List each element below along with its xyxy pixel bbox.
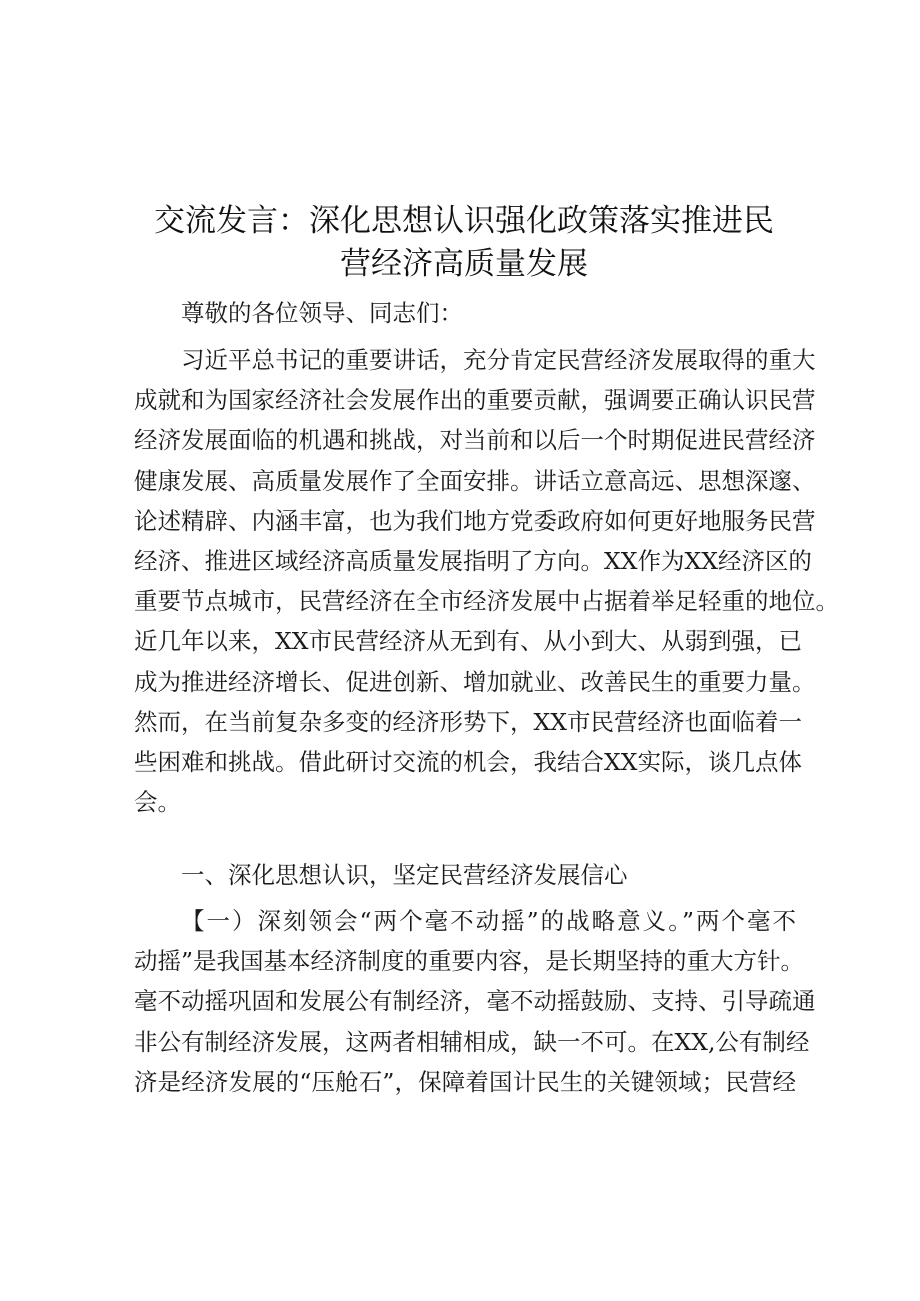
section-heading-text: 一、深化思想认识，坚定民营经济发展信心	[181, 861, 628, 889]
paragraph-line: 成就和为国家经济社会发展作出的重要贡献，强调要正确认识民营	[134, 386, 816, 415]
document-title	[134, 200, 794, 286]
paragraph-line: 重要节点城市，民营经济在全市经济发展中占据着举足轻重的地位。	[134, 587, 839, 616]
title-line-1: 交流发言：深化思想认识强化政策落实推进民	[154, 203, 774, 239]
title-line-2: 营经济高质量发展	[340, 246, 588, 282]
paragraph-line: 成为推进经济增长、促进创新、增加就业、改善民生的重要力量。	[134, 667, 816, 696]
paragraph-line: 经济、推进区域经济高质量发展指明了方向。XX作为XX经济区的	[134, 546, 812, 575]
paragraph-line: 习近平总书记的重要讲话，充分肯定民营经济发展取得的重大	[181, 346, 816, 374]
paragraph-line: 论述精辟、内涵丰富，也为我们地方党委政府如何更好地服务民营	[134, 506, 816, 535]
paragraph-line: 非公有制经济发展，这两者相辅相成，缺一不可。在XX,公有制经	[134, 1027, 810, 1056]
paragraph-line: 动摇”是我国基本经济制度的重要内容，是长期坚持的重大方针。	[134, 947, 805, 976]
salutation-text: 尊敬的各位领导、同志们：	[181, 299, 463, 327]
paragraph-line: 济是经济发展的“压舱石”，保障着国计民生的关键领域；民营经	[134, 1067, 796, 1096]
paragraph-line: 【一）深刻领会“两个毫不动摇”的战略意义。”两个毫不	[181, 907, 796, 935]
salutation	[134, 293, 796, 333]
section-heading	[134, 855, 796, 895]
paragraph-line: 些困难和挑战。借此研讨交流的机会，我结合XX实际，谈几点体	[134, 747, 802, 776]
paragraph-line: 经济发展面临的机遇和挑战，对当前和以后一个时期促进民营经济	[134, 426, 816, 455]
paragraph-line: 毫不动摇巩固和发展公有制经济，毫不动摇鼓励、支持、引导疏通	[134, 987, 816, 1016]
paragraph-line: 会。	[134, 788, 181, 817]
paragraph-line: 健康发展、高质量发展作了全面安排。讲话立意高远、思想深邃、	[134, 466, 816, 495]
paragraph-section-1	[134, 901, 816, 1102]
paragraph-intro	[134, 340, 839, 822]
paragraph-line: 近几年以来，XX市民营经济从无到有、从小到大、从弱到强，已	[134, 627, 802, 656]
paragraph-line: 然而，在当前复杂多变的经济形势下，XX市民营经济也面临着一	[134, 707, 802, 736]
